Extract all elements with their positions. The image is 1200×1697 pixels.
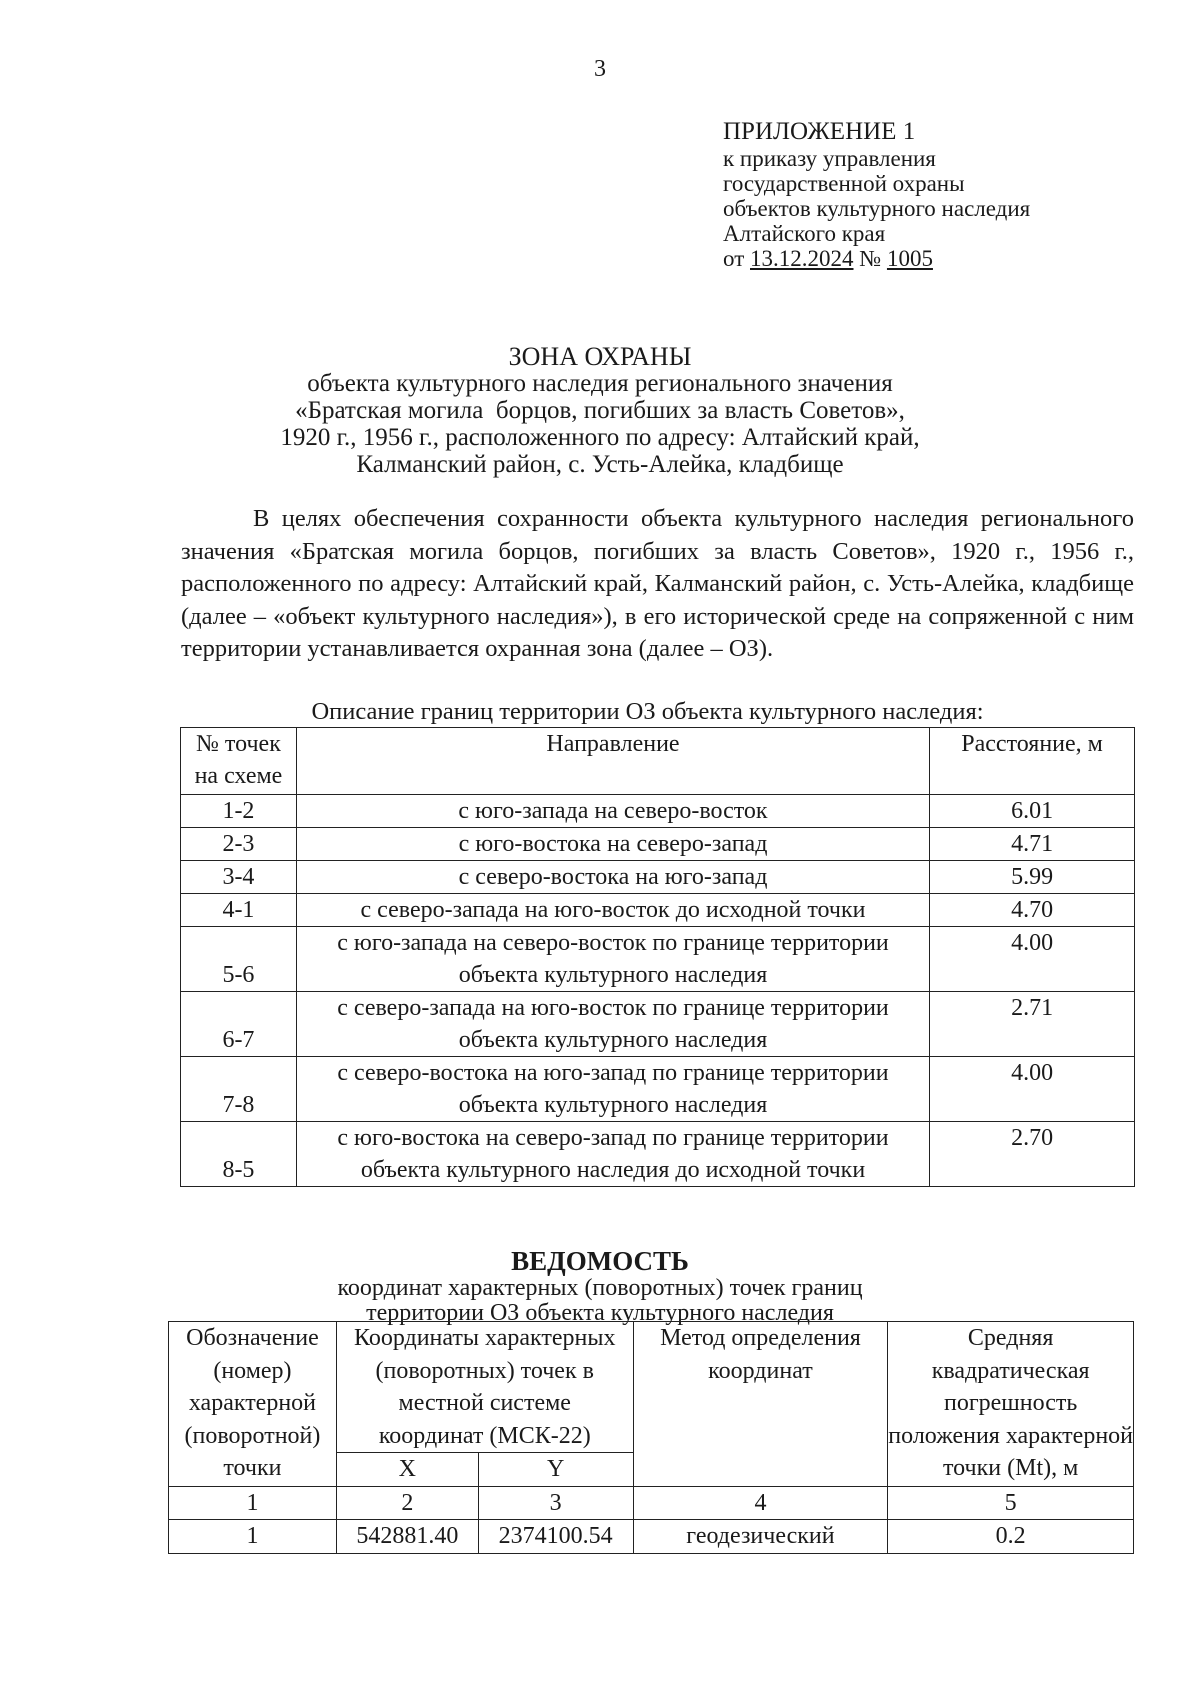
row-point: 1 [169, 1520, 337, 1554]
column-number: 5 [888, 1486, 1134, 1520]
sheet-title-block [0, 1246, 1200, 1326]
header-error: Средняя квадратическая погрешность положения характерной точки (Mt), м [888, 1322, 1134, 1487]
row-y: 2374100.54 [478, 1520, 633, 1554]
table-row [169, 1520, 1134, 1554]
row-points: 1-2 [181, 795, 297, 828]
boundary-table-header [181, 728, 1135, 795]
row-direction: с юго-востока на северо-запад по границе территории объекта культурного наследия до исходной точки [296, 1122, 929, 1187]
appendix-block [723, 118, 1163, 271]
header-direction: Направление [296, 728, 929, 795]
header-distance: Расстояние, м [930, 728, 1135, 795]
row-direction: с северо-востока на юго-запад [296, 861, 929, 894]
table-row [181, 795, 1135, 828]
header-designation: Обозначение (номер) характерной (поворотной) точки [169, 1322, 337, 1487]
appendix-heading: ПРИЛОЖЕНИЕ 1 [723, 118, 916, 145]
header-coordinates: Координаты характерных (поворотных) точек в местной системе координат (МСК-22) [336, 1322, 633, 1453]
row-distance: 4.71 [930, 828, 1135, 861]
row-direction: с юго-востока на северо-запад [296, 828, 929, 861]
column-number: 3 [478, 1486, 633, 1520]
column-number: 2 [336, 1486, 478, 1520]
zone-title: ЗОНА ОХРАНЫ [508, 342, 692, 371]
zone-title-block [0, 343, 1200, 478]
row-points: 5-6 [181, 927, 297, 992]
row-distance: 5.99 [930, 861, 1135, 894]
appendix-line-2: государственной охраны [723, 171, 965, 196]
table-row [181, 1122, 1135, 1187]
coords-header-row-1 [169, 1322, 1134, 1453]
zone-line-2: «Братская могила борцов, погибших за власть Советов», [295, 397, 905, 424]
column-number: 4 [633, 1486, 888, 1520]
sheet-line-2: территории ОЗ объекта культурного наследия [366, 1300, 834, 1326]
number-sign: № [859, 246, 882, 271]
coords-column-numbers [169, 1486, 1134, 1520]
coordinates-table [168, 1321, 1134, 1554]
appendix-date-line [723, 246, 1163, 271]
row-points: 8-5 [181, 1122, 297, 1187]
order-number: 1005 [886, 246, 933, 271]
table-row [181, 861, 1135, 894]
row-error: 0.2 [888, 1520, 1134, 1554]
sheet-title: ВЕДОМОСТЬ [511, 1246, 689, 1276]
appendix-line-4: Алтайского края [723, 221, 886, 246]
row-distance: 6.01 [930, 795, 1135, 828]
header-y: Y [478, 1453, 633, 1487]
row-direction: с северо-запада на юго-восток по границе территории объекта культурного наследия [296, 992, 929, 1057]
appendix-line-3: объектов культурного наследия [723, 196, 1031, 221]
row-points: 3-4 [181, 861, 297, 894]
row-direction: с северо-запада на юго-восток до исходной точки [296, 894, 929, 927]
table-row [181, 992, 1135, 1057]
appendix-line-1: к приказу управления [723, 146, 936, 171]
row-x: 542881.40 [336, 1520, 478, 1554]
row-points: 7-8 [181, 1057, 297, 1122]
table-row [181, 828, 1135, 861]
row-points: 4-1 [181, 894, 297, 927]
row-direction: с юго-запада на северо-восток по границе территории объекта культурного наследия [296, 927, 929, 992]
header-points: № точек на схеме [181, 728, 297, 795]
zone-line-1: объекта культурного наследия регионального значения [307, 370, 893, 397]
table-row [181, 927, 1135, 992]
sheet-line-1: координат характерных (поворотных) точек границ [337, 1275, 863, 1301]
header-method: Метод определения координат [633, 1322, 888, 1487]
intro-paragraph: В целях обеспечения сохранности объекта культурного наследия регионального значения «Братская могила борцов, погибших за власть Советов», 1920 г., 1956 г., расположенного по адресу: Алтайский край, Калманский район, с. Усть-Алейка, кладбище (далее – «объект культурного наследия»), в его исторической среде на сопряженной с ним территории устанавливается охранная зона (далее – ОЗ). [181, 505, 1134, 662]
order-date: 13.12.2024 [750, 246, 854, 271]
row-points: 6-7 [181, 992, 297, 1057]
column-number: 1 [169, 1486, 337, 1520]
boundary-table [180, 727, 1135, 1187]
table-row [181, 894, 1135, 927]
zone-line-4: Калманский район, с. Усть-Алейка, кладбище [356, 451, 844, 478]
row-direction: с северо-востока на юго-запад по границе территории объекта культурного наследия [296, 1057, 929, 1122]
header-x: X [336, 1453, 478, 1487]
page-number: 3 [594, 56, 606, 82]
row-points: 2-3 [181, 828, 297, 861]
row-distance: 4.70 [930, 894, 1135, 927]
row-distance: 4.00 [930, 927, 1135, 992]
table-row [181, 1057, 1135, 1122]
date-prefix: от [723, 246, 745, 271]
row-direction: с юго-запада на северо-восток [296, 795, 929, 828]
row-distance: 2.70 [930, 1122, 1135, 1187]
row-distance: 4.00 [930, 1057, 1135, 1122]
zone-line-3: 1920 г., 1956 г., расположенного по адресу: Алтайский край, [280, 424, 920, 451]
row-method: геодезический [633, 1520, 888, 1554]
boundary-caption: Описание границ территории ОЗ объекта культурного наследия: [311, 698, 984, 725]
row-distance: 2.71 [930, 992, 1135, 1057]
